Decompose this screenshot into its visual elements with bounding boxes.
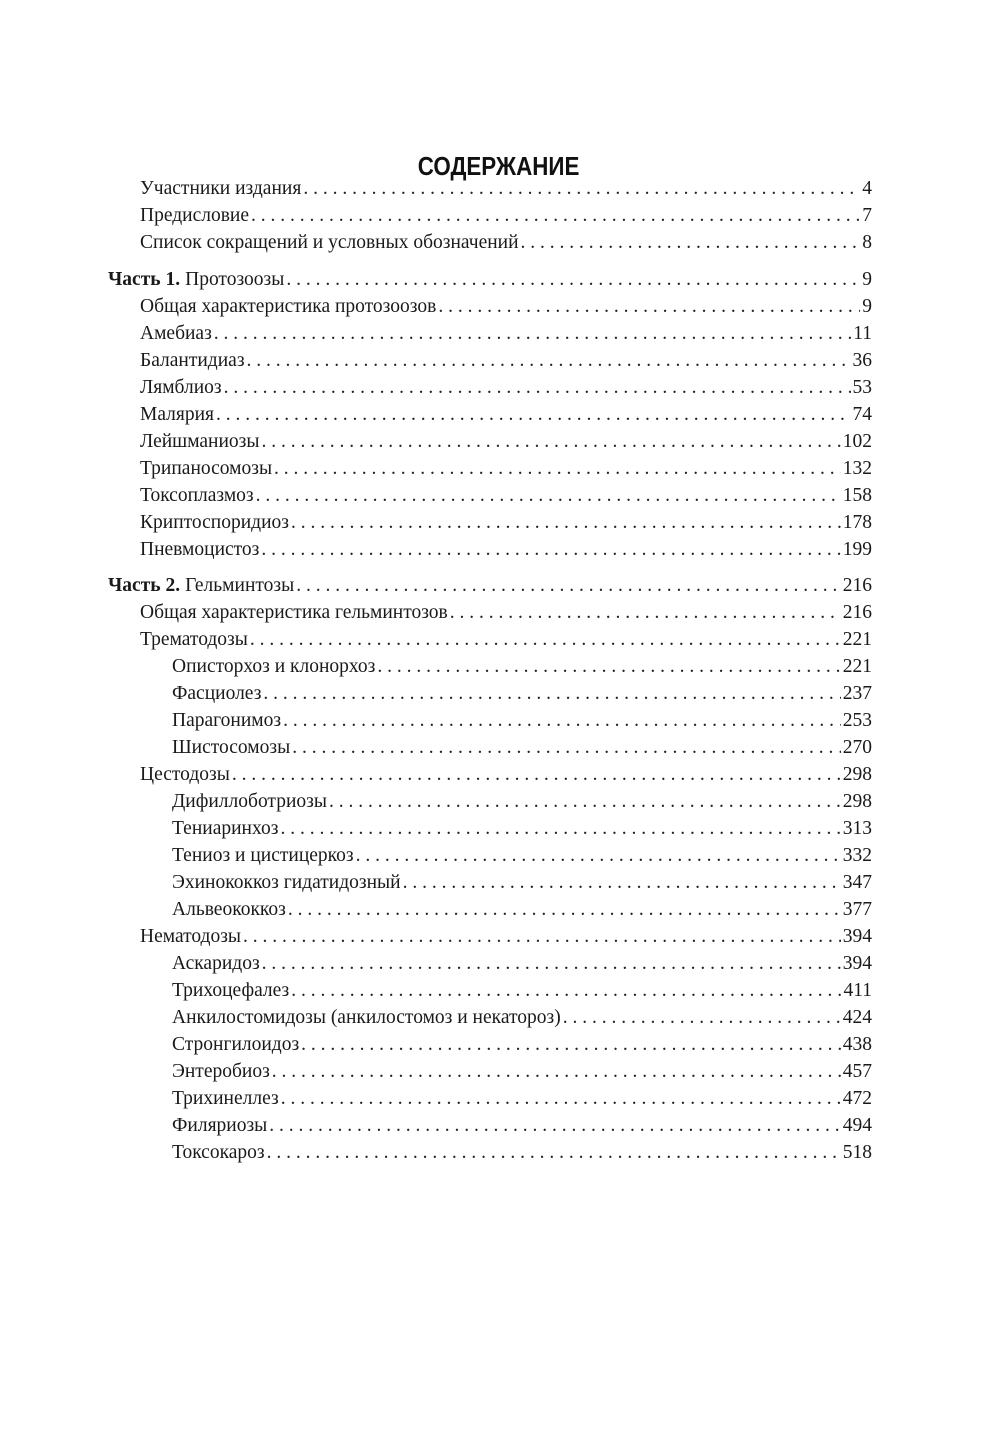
toc-entry-label: Альвеококкоз: [172, 899, 286, 920]
toc-entry-title: [172, 708, 281, 734]
toc-entry[interactable]: [172, 816, 872, 842]
toc-entry-label: Балантидиаз: [140, 350, 245, 371]
toc-entry-label: Стронгилоидоз: [172, 1034, 300, 1055]
toc-entry-title: [172, 1086, 279, 1112]
dot-leader: [329, 789, 841, 815]
dot-leader: [356, 843, 841, 869]
toc-entry-label: Трихинеллез: [172, 1088, 279, 1109]
dot-leader: [450, 600, 841, 626]
toc-entry[interactable]: [172, 1113, 872, 1139]
toc-entry-title: [140, 924, 241, 950]
toc-entry-title: [140, 375, 222, 401]
toc-page-number: 313: [842, 818, 872, 839]
toc-entry-title: [172, 1140, 265, 1166]
toc-entry-label: Нематодозы: [140, 926, 242, 947]
toc-page-number: 4: [862, 178, 872, 199]
dot-leader: [247, 348, 851, 374]
page-title: СОДЕРЖАНИЕ: [417, 151, 580, 182]
toc-entry-label: Трихоцефалез: [172, 980, 290, 1001]
toc-part-entry[interactable]: [108, 573, 872, 599]
toc-entry[interactable]: [172, 654, 872, 680]
toc-page-number: 394: [842, 953, 872, 974]
dot-leader: [263, 681, 840, 707]
toc-entry-label: Предисловие: [140, 205, 250, 226]
toc-entry[interactable]: [140, 537, 872, 563]
toc-page-number: 178: [842, 512, 872, 533]
toc-entry-title: [140, 348, 245, 374]
toc-entry-label: Трематодозы: [140, 629, 248, 650]
dot-leader: [267, 1140, 841, 1166]
part-number: Часть 2.: [108, 575, 181, 596]
toc-entry[interactable]: [140, 176, 872, 202]
toc-entry[interactable]: [140, 762, 872, 788]
toc-entry[interactable]: [172, 1005, 872, 1031]
toc-entry-title: [172, 654, 375, 680]
toc-entry[interactable]: [172, 897, 872, 923]
toc-entry-label: Токсоплазмоз: [140, 485, 254, 506]
dot-leader: [261, 537, 840, 563]
toc-entry-title: [172, 978, 289, 1004]
toc-page-number: 7: [862, 205, 872, 226]
toc-entry-title: [140, 230, 519, 256]
toc-page-number: 53: [852, 377, 872, 398]
toc-entry[interactable]: [140, 294, 872, 320]
toc-entry[interactable]: [172, 1032, 872, 1058]
toc-entry-title: [140, 203, 249, 229]
toc-entry-label: Анкилостомидозы (анкилостомоз и некатороз): [172, 1007, 561, 1028]
toc-page-number: 199: [842, 539, 872, 560]
toc-entry-title: [172, 1059, 270, 1085]
toc-page-number: 438: [842, 1034, 872, 1055]
toc-entry[interactable]: [140, 230, 872, 256]
toc-entry-title: [140, 510, 289, 536]
toc-entry-label: Токсокароз: [172, 1142, 265, 1163]
toc-page-number: 132: [842, 458, 872, 479]
toc-entry-label: Криптоспоридиоз: [140, 512, 289, 533]
dot-leader: [403, 870, 841, 896]
toc-page-number: 216: [842, 602, 872, 623]
toc-page-number: 9: [862, 269, 872, 290]
toc-entry-title: [140, 483, 254, 509]
toc-entry-title: [172, 789, 327, 815]
toc-page-number: 11: [853, 323, 872, 344]
toc-entry-label: Аскаридоз: [172, 953, 260, 974]
toc-entry-label: Парагонимоз: [172, 710, 282, 731]
dot-leader: [303, 176, 860, 202]
toc-entry-label: Пневмоцистоз: [140, 539, 260, 560]
toc-entry-title: [172, 1113, 267, 1139]
toc-page-number: 411: [843, 980, 872, 1001]
toc-entry-title: [172, 1032, 299, 1058]
toc-entry-title: [172, 735, 290, 761]
toc-part-entry[interactable]: [108, 267, 872, 293]
toc-entry-label: Малярия: [140, 404, 215, 425]
toc-entry[interactable]: [172, 681, 872, 707]
toc-entry-label: Протозоозы: [185, 269, 285, 290]
dot-leader: [563, 1005, 841, 1031]
toc-page-number: 394: [842, 926, 872, 947]
toc-entry-label: Тениоз и цистицеркоз: [172, 845, 354, 866]
toc-entry-title: [108, 573, 294, 599]
toc-entry-label: Лямблиоз: [140, 377, 222, 398]
dot-leader: [262, 951, 841, 977]
toc-entry-title: [140, 762, 230, 788]
toc-entry[interactable]: [140, 456, 872, 482]
dot-leader: [521, 230, 861, 256]
toc-page-number: 221: [842, 629, 872, 650]
toc-entry[interactable]: [172, 708, 872, 734]
toc-page-number: 237: [842, 683, 872, 704]
dot-leader: [283, 708, 841, 734]
dot-leader: [232, 762, 841, 788]
dot-leader: [251, 203, 860, 229]
toc-entry-label: Лейшманиозы: [140, 431, 260, 452]
toc-entry-label: Общая характеристика протозоозов: [140, 296, 437, 317]
toc-entry-label: Тениаринхоз: [172, 818, 279, 839]
toc-entry[interactable]: [140, 924, 872, 950]
toc-entry-title: [172, 870, 401, 896]
toc-entry[interactable]: [172, 951, 872, 977]
toc-page-number: 424: [842, 1007, 872, 1028]
toc-entry[interactable]: [140, 348, 872, 374]
dot-leader: [292, 735, 841, 761]
toc-entry-title: [172, 1005, 561, 1031]
toc-entry-label: Список сокращений и условных обозначений: [140, 232, 519, 253]
toc-entry-label: Филяриозы: [172, 1115, 268, 1136]
toc-page-number: 347: [842, 872, 872, 893]
dot-leader: [224, 375, 851, 401]
toc-entry-label: Энтеробиоз: [172, 1061, 270, 1082]
toc-entry-label: Трипаносомозы: [140, 458, 273, 479]
toc-entry-label: Фасциолез: [172, 683, 262, 704]
dot-leader: [274, 456, 841, 482]
toc-entry-label: Цестодозы: [140, 764, 230, 785]
toc-page-number: 298: [842, 764, 872, 785]
toc-entry[interactable]: [172, 1059, 872, 1085]
toc-page-number: 221: [842, 656, 872, 677]
toc-page-number: 8: [862, 232, 872, 253]
toc-entry[interactable]: [172, 1140, 872, 1166]
dot-leader: [214, 321, 851, 347]
toc-entry-title: [108, 267, 284, 293]
toc-page-number: 270: [842, 737, 872, 758]
toc-entry[interactable]: [172, 843, 872, 869]
toc-entry[interactable]: [140, 510, 872, 536]
dot-leader: [286, 267, 860, 293]
toc-page-number: 472: [842, 1088, 872, 1109]
toc-entry-title: [172, 897, 286, 923]
toc-entry[interactable]: [172, 870, 872, 896]
toc-page-number: 36: [852, 350, 872, 371]
dot-leader: [250, 627, 841, 653]
toc-page-number: 216: [842, 575, 872, 596]
toc-entry-title: [140, 537, 259, 563]
toc-entry-title: [140, 600, 448, 626]
toc-entry[interactable]: [140, 203, 872, 229]
toc-entry-label: Дифиллоботриозы: [172, 791, 327, 812]
dot-leader: [256, 483, 841, 509]
toc-entry-label: Участники издания: [140, 178, 302, 199]
toc-entry[interactable]: [172, 789, 872, 815]
toc-entry-label: Описторхоз и клонорхоз: [172, 656, 376, 677]
dot-leader: [280, 816, 840, 842]
toc-entry-label: Шистосомозы: [172, 737, 291, 758]
dot-leader: [262, 429, 841, 455]
dot-leader: [288, 897, 841, 923]
part-number: Часть 1.: [108, 269, 181, 290]
toc-entry[interactable]: [140, 627, 872, 653]
toc-page-number: 457: [842, 1061, 872, 1082]
toc-entry-title: [140, 321, 212, 347]
toc-entry[interactable]: [172, 978, 872, 1004]
toc-entry[interactable]: [140, 321, 872, 347]
toc-entry-label: Гельминтозы: [185, 575, 295, 596]
toc-entry-title: [140, 402, 214, 428]
toc-entry-title: [140, 429, 260, 455]
toc-page-number: 332: [842, 845, 872, 866]
toc-page-number: 74: [852, 404, 872, 425]
toc-page-number: 494: [842, 1115, 872, 1136]
toc-entry-title: [172, 951, 260, 977]
toc-entry-title: [172, 843, 354, 869]
toc-entry-title: [172, 816, 278, 842]
toc-page-number: 518: [842, 1142, 872, 1163]
toc-page-number: 298: [842, 791, 872, 812]
toc-entry[interactable]: [140, 375, 872, 401]
dot-leader: [269, 1113, 840, 1139]
toc-page-number: 9: [862, 296, 872, 317]
toc-entry[interactable]: [140, 429, 872, 455]
dot-leader: [377, 654, 840, 680]
toc-page-number: 102: [842, 431, 872, 452]
toc-entry[interactable]: [140, 483, 872, 509]
dot-leader: [281, 1086, 841, 1112]
dot-leader: [438, 294, 860, 320]
toc-page-number: 253: [842, 710, 872, 731]
toc-page-number: 158: [842, 485, 872, 506]
dot-leader: [243, 924, 841, 950]
toc-entry-label: Эхинококкоз гидатидозный: [172, 872, 401, 893]
toc-entry[interactable]: [140, 402, 872, 428]
toc-entry[interactable]: [172, 1086, 872, 1112]
dot-leader: [291, 510, 841, 536]
dot-leader: [216, 402, 850, 428]
toc-page-number: 377: [842, 899, 872, 920]
toc-entry-title: [172, 681, 261, 707]
dot-leader: [296, 573, 841, 599]
toc-entry-title: [140, 627, 248, 653]
toc-entry-label: Общая характеристика гельминтозов: [140, 602, 448, 623]
toc-entry-label: Амебиаз: [140, 323, 212, 344]
toc-entry[interactable]: [172, 735, 872, 761]
toc-entry-title: [140, 456, 272, 482]
toc-entry-title: [140, 176, 301, 202]
dot-leader: [272, 1059, 841, 1085]
toc-entry-title: [140, 294, 436, 320]
dot-leader: [301, 1032, 841, 1058]
toc-entry[interactable]: [140, 600, 872, 626]
dot-leader: [291, 978, 841, 1004]
